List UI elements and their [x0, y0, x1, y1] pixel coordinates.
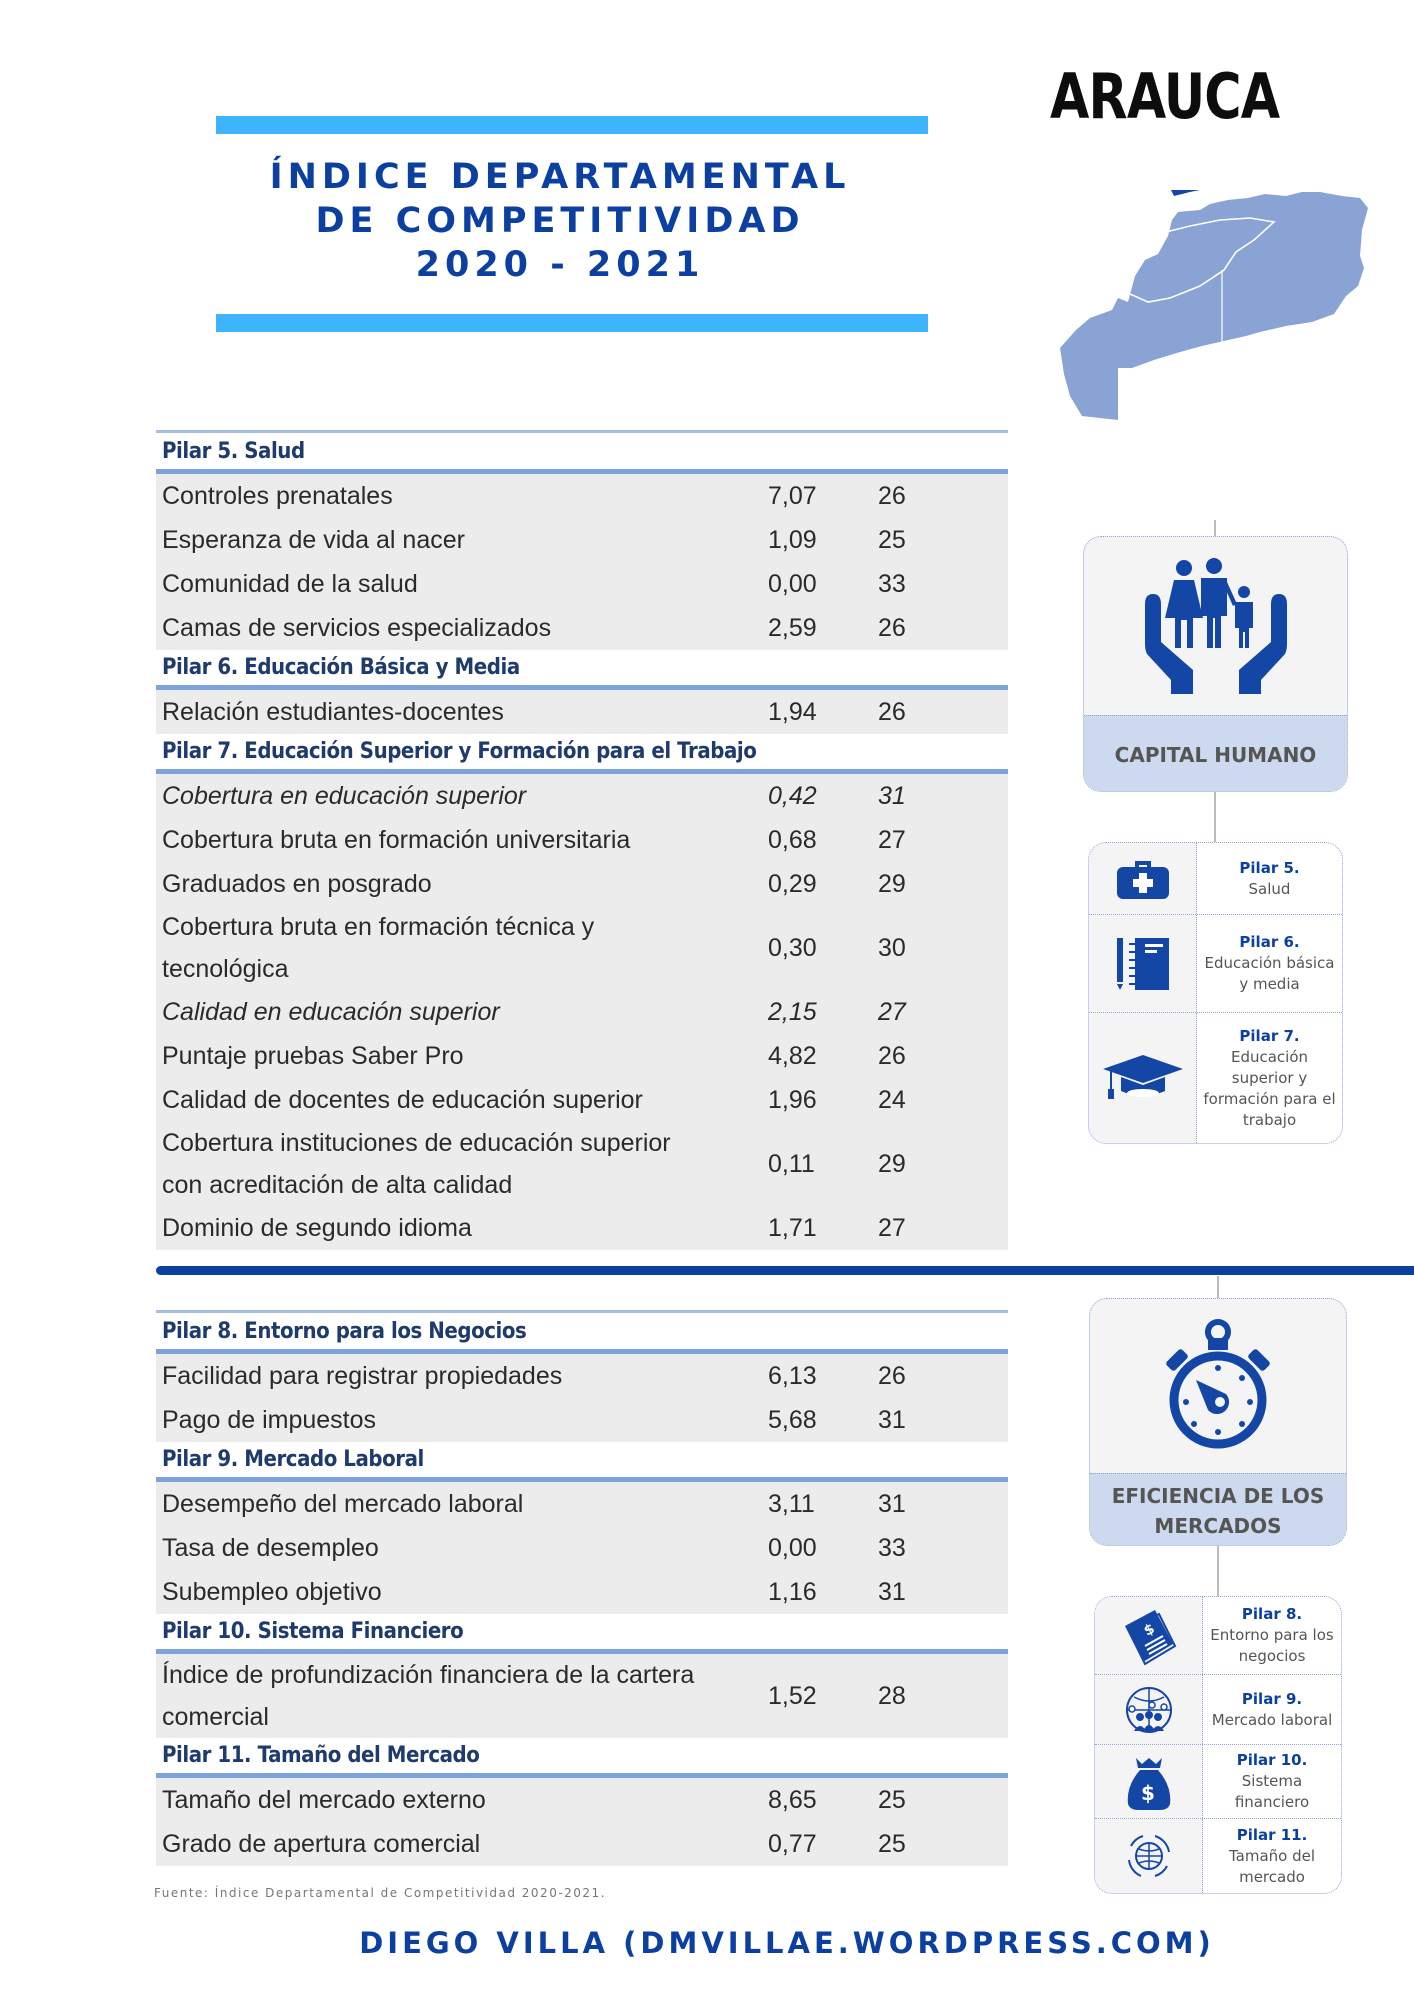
pillar-heading: Pilar 7. Educación Superior y Formación para el Trabajo [156, 734, 1008, 774]
connector-line [1214, 792, 1216, 842]
table-row: Comunidad de la salud 0,00 33 [156, 562, 1008, 606]
table-row: Tamaño del mercado externo 8,65 25 [156, 1778, 1008, 1822]
table-eficiencia-mercados [156, 1310, 1008, 1866]
rotating-globe-icon [1123, 1830, 1175, 1882]
map-region-base [1060, 192, 1368, 420]
pillar-desc: Mercado laboral [1211, 1710, 1333, 1729]
pillar-heading: Pilar 6. Educación Básica y Media [156, 650, 1008, 690]
table-capital-humano [156, 430, 1008, 1250]
table-row: Camas de servicios especializados 2,59 26 [156, 606, 1008, 650]
category-card-capital-humano [1083, 536, 1348, 792]
pillar-list-eficiencia-mercados [1094, 1596, 1342, 1894]
table-row: Desempeño del mercado laboral 3,11 31 [156, 1482, 1008, 1526]
table-row: Tasa de desempleo 0,00 33 [156, 1526, 1008, 1570]
table-row: Graduados en posgrado 0,29 29 [156, 862, 1008, 906]
table-row: Calidad en educación superior 2,15 27 [156, 990, 1008, 1034]
pillar-heading: Pilar 5. Salud [156, 430, 1008, 474]
title-bottom-bar [216, 314, 928, 332]
pillar-title: Pilar 10. [1236, 1751, 1308, 1769]
table-row: Cobertura instituciones de educación superior con acreditación de alta calidad 0,11 29 [156, 1122, 1008, 1206]
stopwatch-icon [1158, 1316, 1278, 1456]
pillar-title: Pilar 6. [1239, 933, 1300, 951]
pillar-desc: Educación superior y formación para el trabajo [1203, 1047, 1336, 1129]
pillar-title: Pilar 11. [1236, 1825, 1308, 1844]
pillar-item [1095, 1597, 1341, 1675]
pillar-item [1089, 1013, 1342, 1143]
author-credit: DIEGO VILLA (DMVILLAE.WORDPRESS.COM) [359, 1926, 1215, 1960]
category-label: CAPITAL HUMANO [1084, 715, 1347, 792]
pillar-title: Pilar 5. [1239, 858, 1300, 877]
category-card-eficiencia-mercados [1089, 1298, 1347, 1546]
pillar-heading: Pilar 11. Tamaño del Mercado [156, 1738, 1008, 1778]
globe-network-people-icon [1124, 1685, 1174, 1735]
connector-line [1217, 1276, 1219, 1300]
pillar-item [1095, 1675, 1341, 1745]
table-row: Grado de apertura comercial 0,77 25 [156, 1822, 1008, 1866]
pillar-heading: Pilar 8. Entorno para los Negocios [156, 1310, 1008, 1354]
svg-text:$: $ [1140, 1620, 1157, 1640]
table-row: Relación estudiantes-docentes 1,94 26 [156, 690, 1008, 734]
svg-text:$: $ [1140, 1780, 1155, 1805]
table-row: Esperanza de vida al nacer 1,09 25 [156, 518, 1008, 562]
pillar-heading: Pilar 9. Mercado Laboral [156, 1442, 1008, 1482]
department-map [1050, 190, 1370, 420]
table-row: Calidad de docentes de educación superior 1,96 24 [156, 1078, 1008, 1122]
table-row: Controles prenatales 7,07 26 [156, 474, 1008, 518]
table-row: Cobertura en educación superior 0,42 31 [156, 774, 1008, 818]
title-top-bar [216, 116, 928, 134]
table-row: Dominio de segundo idioma 1,71 27 [156, 1206, 1008, 1250]
pillar-title: Pilar 8. [1241, 1605, 1303, 1623]
page-title [140, 155, 980, 287]
money-bag-icon [1124, 1754, 1174, 1810]
table-row: Cobertura bruta en formación universitaria 0,68 27 [156, 818, 1008, 862]
pillar-desc: Educación básica y media [1204, 954, 1335, 993]
title-line-2: DE COMPETITIVIDAD [315, 201, 805, 241]
section-divider [156, 1266, 1414, 1275]
table-row: Puntaje pruebas Saber Pro 4,82 26 [156, 1034, 1008, 1078]
pillar-item [1095, 1819, 1341, 1893]
table-row: Cobertura bruta en formación técnica y tecnológica 0,30 30 [156, 906, 1008, 990]
pillar-heading: Pilar 10. Sistema Financiero [156, 1614, 1008, 1654]
pillar-desc: Entorno para los negocios [1210, 1626, 1334, 1665]
pillar-title: Pilar 7. [1239, 1026, 1300, 1045]
title-line-1: ÍNDICE DEPARTAMENTAL [269, 157, 851, 197]
table-row: Facilidad para registrar propiedades 6,13 26 [156, 1354, 1008, 1398]
table-row: Subempleo objetivo 1,16 31 [156, 1570, 1008, 1614]
graduation-cap-icon [1101, 1053, 1185, 1103]
connector-line [1217, 1546, 1219, 1598]
notebook-pencil-icon [1113, 934, 1173, 994]
first-aid-kit-icon [1115, 857, 1171, 901]
pillar-item [1089, 843, 1342, 915]
pillar-desc: Salud [1248, 879, 1291, 898]
pillar-desc: Sistema financiero [1234, 1772, 1310, 1811]
pillar-desc: Tamaño del mercado [1228, 1846, 1316, 1886]
money-documents-icon [1121, 1606, 1177, 1666]
pillar-item [1095, 1745, 1341, 1819]
pillar-list-capital-humano [1088, 842, 1343, 1144]
pillar-title: Pilar 9. [1241, 1689, 1303, 1708]
pillar-item [1089, 915, 1342, 1013]
category-label: EFICIENCIA DE LOS MERCADOS [1090, 1473, 1346, 1546]
department-name: ARAUCA [1050, 60, 1280, 133]
table-row: Pago de impuestos 5,68 31 [156, 1398, 1008, 1442]
family-in-hands-icon [1141, 556, 1291, 696]
map-region-highlight [1170, 190, 1306, 196]
table-row: Índice de profundización financiera de la cartera comercial 1,52 28 [156, 1654, 1008, 1738]
title-line-3: 2020 - 2021 [415, 245, 705, 285]
source-note: Fuente: Índice Departamental de Competitividad 2020-2021. [154, 1886, 607, 1900]
